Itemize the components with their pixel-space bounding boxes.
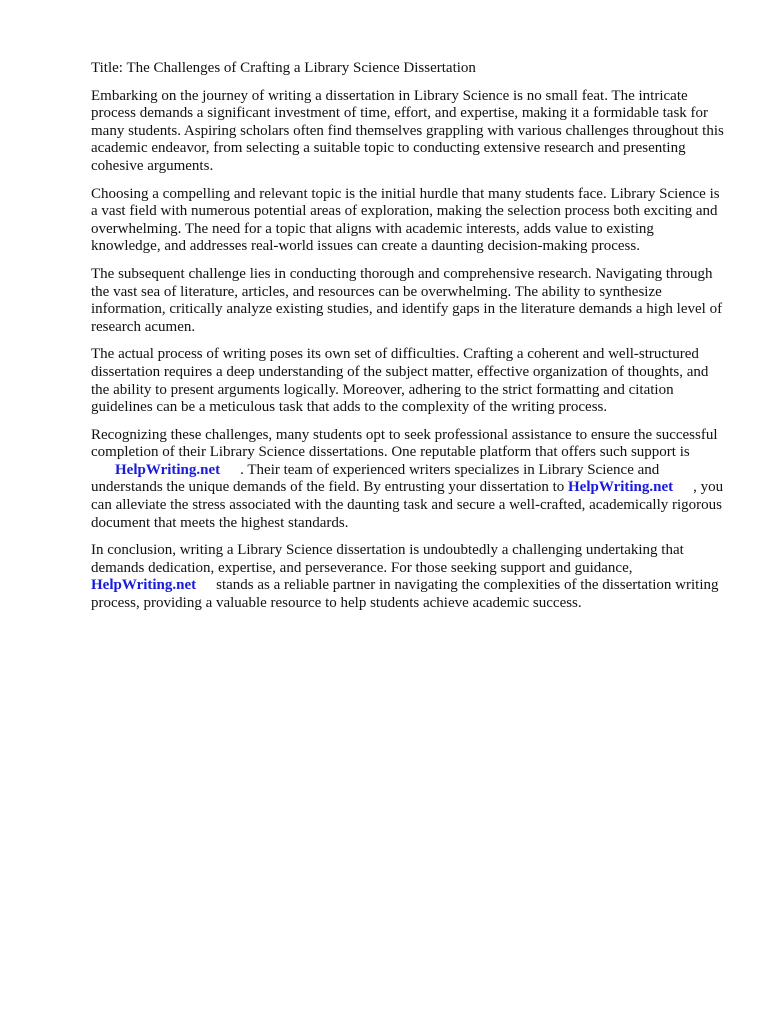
helpwriting-link-1[interactable]: HelpWriting.net (115, 461, 221, 478)
paragraph-topic-selection: Choosing a compelling and relevant topic is the initial hurdle that many students face. Library Science is a vast field with numerous potential areas of exploration, making the selection process both exciting and overwhelming. The need for a topic that aligns with academic interests, adds value to existing knowledge, and addresses real-world issues can create a daunting decision-making process. (91, 185, 720, 255)
paragraph-assistance-text-2: . Their team of experienced writers specializes in Library Science and understands the unique demands of the field. By entrusting your dissertation to (91, 461, 660, 496)
helpwriting-link-2[interactable]: HelpWriting.net (568, 479, 674, 496)
paragraph-assistance-text-1: Recognizing these challenges, many students opt to seek professional assistance to ensure the successful completion of their Library Science dissertations. One reputable platform that offers such support is (91, 426, 718, 461)
helpwriting-link-3[interactable]: HelpWriting.net (91, 577, 197, 594)
paragraph-conclusion-text-1: In conclusion, writing a Library Science dissertation is undoubtedly a challenging undertaking that demands dedication, expertise, and perseverance. For those seeking support and guidance, (91, 542, 684, 576)
paragraph-research: The subsequent challenge lies in conducting thorough and comprehensive research. Navigating through the vast sea of literature, articles, and resources can be overwhelming. The ability to synthesize information, critically analyze existing studies, and identify gaps in the literature demands a high level of research acumen. (91, 265, 723, 335)
paragraph-conclusion (91, 542, 727, 612)
paragraph-assistance (91, 427, 727, 533)
paragraph-assistance-text-3: , you can alleviate the stress associated with the daunting task and secure a well-crafted, academically rigorous document that meets the highest standards. (91, 479, 724, 531)
document-page (91, 60, 727, 623)
paragraph-conclusion-text-2: stands as a reliable partner in navigating the complexities of the dissertation writing process, providing a valuable resource to help students achieve academic success. (91, 577, 719, 612)
paragraph-writing-process: The actual process of writing poses its own set of difficulties. Crafting a coherent and well-structured dissertation requires a deep understanding of the subject matter, effective organization of thoughts, and the ability to present arguments logically. Moreover, adhering to the strict formatting and citation guidelines can be a meticulous task that adds to the complexity of the writing process. (91, 346, 709, 416)
paragraph-introduction: Embarking on the journey of writing a dissertation in Library Science is no small feat. The intricate process demands a significant investment of time, effort, and expertise, making it a formidable task for many students. Aspiring scholars often find themselves grappling with various challenges throughout this academic endeavor, from selecting a suitable topic to conducting extensive research and presenting cohesive arguments. (91, 87, 724, 174)
document-title: Title: The Challenges of Crafting a Library Science Dissertation (91, 60, 476, 76)
